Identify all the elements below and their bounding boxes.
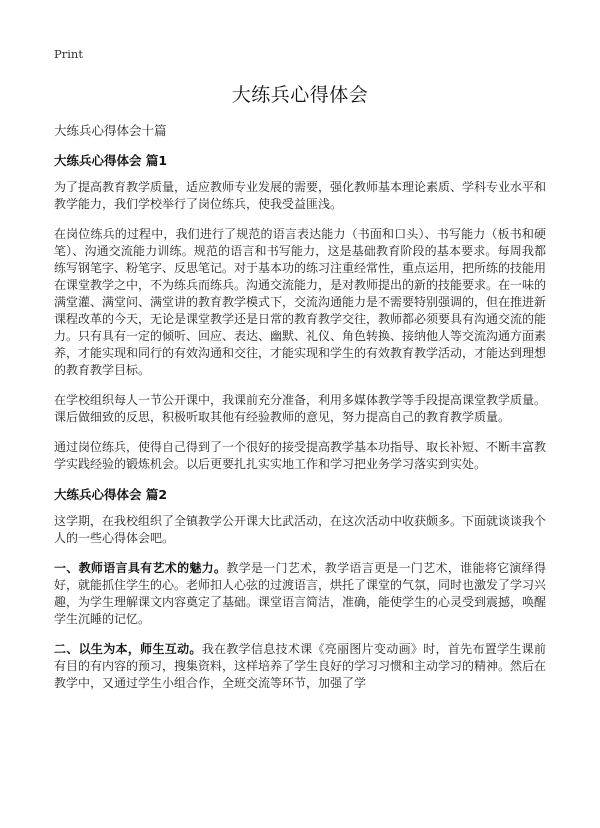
section-heading: 大练兵心得体会 篇2 (54, 487, 168, 502)
paragraph (54, 179, 546, 213)
paragraph-lead: 一、教师语言具有艺术的魅力。 (54, 561, 227, 575)
paragraph-text: 为了提高教育教学质量，适应教师专业发展的需要，强化教师基本理论素质、学科专业水平和教学能力，我们学校举行了岗位练兵，使我受益匪浅。 (54, 180, 547, 211)
paragraph-lead: 二、以生为本，师生互动。 (54, 642, 202, 656)
print-link[interactable]: Print (54, 47, 83, 61)
paragraph (54, 560, 546, 628)
paragraph-text: 教学是一门艺术，教学语言更是一门艺术，谁能将它演绎得好，就能抓住学生的心。老师扣人心弦的过渡语言，烘托了课堂的气氛，同时也激发了学习兴趣，为学生理解课文内容奠定了基础。课堂语言简洁，准确，能使学生的心灵受到震撼，唤醒学生沉睡的记忆。 (54, 561, 547, 626)
paragraph (54, 513, 546, 547)
paragraph (54, 439, 546, 473)
paragraph (54, 392, 546, 426)
page-title: 大练兵心得体会 (231, 84, 369, 106)
paragraph-text: 在岗位练兵的过程中，我们进行了规范的语言表达能力（书面和口头）、书写能力（板书和硬笔）、沟通交流能力训练。规范的语言和书写能力，这是基础教育阶段的基本要求。每周我都练写钢笔字、粉笔字、反思笔记。对于基本功的练习注重经常性，重点运用，把所练的技能用在课堂教学之中，不为练兵而练兵。沟通交流能力，是对教师提出的新的技能要求。在一味的满堂灌、满堂问、满堂讲的教育教学模式下，交流沟通能力是不需要特别强调的，但在推进新课程改革的今天，无论是课堂教学还是日常的教育教学交往，教师都必须要具有沟通交流的能力。只有具有一定的倾听、回应、表达、幽默、礼仪、角色转换、接纳他人等交流沟通方面素养，才能实现和同行的有效沟通和交往，才能实现和学生的有效教育教学活动，才能达到理想的教育教学目标。 (54, 227, 547, 377)
paragraph-text: 这学期，在我校组织了全镇教学公开课大比武活动，在这次活动中收获颇多。下面就谈谈我个人的一些心得体会吧。 (54, 514, 547, 545)
paragraph-text: 我在教学信息技术课《亮丽图片变动画》时，首先布置学生课前有目的有内容的预习，搜集资料，这样培养了学生良好的学习习惯和主动学习的精神。然后在教学中，又通过学生小组合作，全班交流等环节，加强了学 (54, 642, 547, 690)
page-subtitle: 大练兵心得体会十篇 (54, 123, 167, 138)
section-heading: 大练兵心得体会 篇1 (54, 153, 168, 168)
paragraph-text: 通过岗位练兵，使得自己得到了一个很好的接受提高教学基本功指导、取长补短、不断丰富教学实践经验的锻炼机会。以后更要扎扎实实地工作和学习把业务学习落实到实处。 (54, 440, 547, 471)
paragraph (54, 641, 546, 692)
paragraph (54, 226, 546, 379)
paragraph-text: 在学校组织每人一节公开课中，我课前充分准备，利用多媒体教学等手段提高课堂教学质量。课后做细致的反思，积极听取其他有经验教师的意见，努力提高自己的教育教学质量。 (54, 393, 547, 424)
article-body (54, 152, 546, 705)
